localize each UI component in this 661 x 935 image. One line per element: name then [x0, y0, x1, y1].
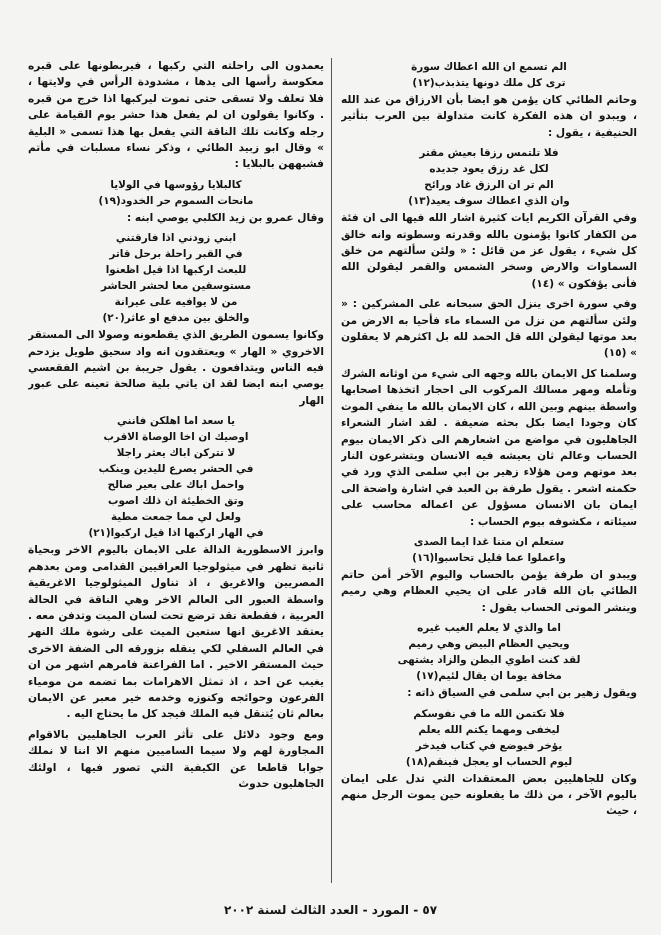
right-column — [341, 58, 637, 888]
poem-verse — [28, 413, 324, 541]
verse-line: فلا تكتمن الله ما في نفوسكم — [413, 707, 565, 720]
poem-verse — [341, 706, 637, 770]
paragraph: وقال عمرو بن زيد الكلبي يوصي ابنه : — [126, 211, 324, 224]
paragraph: يعمدون الى راحلته التي ركبها ، فيربطونها على قبره معكوسة رأسها الى يدها ، مشدودة الرأس في ولايتها ، فلا تعلف ولا تسقى حتى تموت ليركبها اذا خرج من قبره . وكانوا يقولون ان لم يفعل هذا حشر يوم القيامة على رجله وكانت تلك الناقة التي يفعل بها هذا تسمى « البلية » وقال ابو زبيد الطائي ، وذكر نساء مسلبات في مأتم فشبههن بالبلايا : — [28, 60, 324, 171]
verse-line: ولعل لي مما جمعت مطية — [110, 511, 242, 524]
verse-line: ليخفى ومهما يكتم الله يعلم — [418, 723, 560, 736]
verse-line: كالبلايا رؤوسها في الولايا — [110, 178, 242, 191]
poem-verse — [341, 145, 637, 209]
column-divider — [331, 58, 332, 883]
verse-line: الم تر ان الرزق غاد ورائح — [424, 179, 554, 192]
paragraph: وكان للجاهليين بعض المعتقدات التي تدل على ايمان باليوم الآخر ، من ذلك ما يفعلونه حين يموت الرجل منهم ، حيث — [341, 772, 637, 818]
poem-verse — [28, 230, 324, 326]
verse-line: واحمل اباك على بعير صالح — [107, 479, 245, 492]
paragraph: ويبدو ان طرفة يؤمن بالحساب واليوم الآخر أمن حاتم الطائي بان الله قادر على ان يحيي العظام وهي رميم وينشر الموتى الحساب يقول : — [341, 568, 637, 614]
journal-name: المورد — [371, 903, 410, 917]
paragraph: ويقول زهير بن ابي سلمى في السياق ذاته : — [407, 687, 637, 700]
verse-line: لقد كنت اطوي البطن والزاد يشتهى — [397, 654, 581, 667]
paragraph: وكانوا يسمون الطريق الذي يقطعونه وصولا الى المستقر الاخروي « الهار » ويعتقدون انه واد سحيق طويل يزدحم فيه الناس ويتدافعون . يقول جريبة بن اشيم الفقعسي يوصي ابنه ايضا لقد ان ياتي بلية صالحة تعينه على عبور الهار — [28, 329, 324, 407]
poem-verse — [341, 59, 637, 91]
verse-line: يا سعد اما اهلكن فانني — [116, 415, 236, 428]
verse-line: لا تتركن اباك يعثر راجلا — [116, 447, 236, 460]
issue-info: العدد الثالث لسنة ٢٠٠٢ — [223, 903, 359, 917]
verse-line: ويحيي العظام البيض وهي رميم — [408, 638, 570, 651]
poem-verse — [341, 534, 637, 566]
verse-line: لكل غد رزق يعود جديده — [429, 163, 549, 176]
verse-line: اوصيك ان اخا الوصاة الاقرب — [103, 431, 249, 444]
verse-line: الم تسمع ان الله اعطاك سورة — [411, 61, 567, 73]
verse-line: ابني زودني اذا فارقتني — [115, 232, 237, 245]
verse-line: واعملوا عما قليل تحاسبوا(١٦) — [412, 551, 566, 564]
page-footer — [0, 903, 661, 917]
verse-line: مخافة يوما ان يقال لئيم(١٧) — [416, 670, 562, 683]
verse-line: والخلق بين مدفع او عاثر(٢٠) — [102, 312, 250, 325]
paragraph: ومع وجود دلائل على تأثر العرب الجاهليين بالاقوام المجاورة لهم ولا سيما الساميين منهم الا اننا لا نملك جوابا قاطعا عن الكيفية التي تصور فيها ، اولئك الجاهليون حدوث — [28, 728, 324, 790]
verse-line: في الهار اركبها اذا قيل اركبوا(٢١) — [88, 527, 264, 540]
paragraph: وفي سورة اخرى ينزل الحق سبحانه على المشركين : « ولئن سألتهم من نزل من السماء ماء فأحيا به الارض من بعد موتها ليقولن الله قل الحمد لله بل اكثرهم لا يعقلون » (١٥) — [341, 298, 637, 360]
left-column — [28, 58, 324, 888]
verse-line: ترى كل ملك دونها يتذبذب(١٢) — [412, 77, 566, 89]
verse-line: ستعلم ان متنا غدا ايما الصدى — [413, 535, 565, 548]
verse-line: في الحشر يصرع لليدين وينكب — [98, 463, 254, 476]
verse-line: اما والذي لا يعلم الغيب غيره — [417, 622, 561, 635]
page-number: ٥٧ — [422, 903, 438, 917]
footer-separator-2: - — [362, 903, 368, 917]
paragraph: وسلمنا كل الايمان بالله وجهه الى شيء من اوثانه الشرك وتأمله ومهر مسالك المركوب الى احجار اتخذها اصحابها واسطة بينهم وبين الله ، كان الايمان بالله ما ينفي الموت كان وجودا ايضا بكل بحثه ضعيفة . لقد اشار الشعراء الجاهليون في مواضع من اشعارهم الى ذكر الايمان بيوم الحساب وعالم ثان يعيشه فيه الانسان ويتشرعون النار بعد موتهم ومن هؤلاء زهير بن ابي سلمى الذي ورد في حكمته اشعر . يقول طرفة بن العبد في اشارة واضحة الى ايمان بان الانسان مسؤول عن اعماله محاسب على سيئاته ، مكشوفه بيوم الحساب : — [341, 367, 637, 528]
verse-line: فلا تلتمس رزقا بعيش مقتر — [419, 147, 559, 160]
paragraph: وابرز الاسطورية الدالة على الايمان باليوم الاخر وبحياة ثانية تظهر في ميثولوجيا العراقيين القدامى ومن بعدهم المصريين والاغريق ، اذ تناول الميثولوجيا الاغريقية واسطة العبور الى العالم الاخر وهي الناقة في الحالة العربية ، فقطعة نقد ترضع تحت لسان الميت وتدفن معه . يعتقد الاغريق انها ستعين الميت على رشوة ملك النهر في العالم السفلي لكي ينقله بزورقه الى الضفة الاخرى حيث المستقر الاخير . اما الفراعنة فامرهم اشهر من ان يغيب عن احد ، اذ تمثل الاهرامات بما تضمه من مومياء الفرعون وحوائجه وكنوزه وخدمه خير معبر عن الايمان بعالم ثان يُتنقل فيه الملك فيجد كل ما يحتاج اليه . — [28, 544, 324, 721]
verse-line: للبعث اركبها اذا قيل اظعنوا — [105, 264, 247, 277]
verse-line: يؤخر فيوضع في كتاب فيدخر — [415, 739, 563, 752]
verse-line: مستوسقين معا لحشر الحاشر — [100, 280, 252, 293]
footer-separator: - — [413, 903, 419, 917]
verse-line: ليوم الحساب او يعجل فينقم(١٨) — [405, 755, 573, 768]
poem-verse — [28, 177, 324, 209]
verse-line: من لا يوافيه على عيرانة — [114, 296, 238, 309]
paragraph: وحاتم الطائي كان يؤمن هو ايضا بأن الارزاق من عند الله ، ويبدو ان هذه الفكرة كانت متداولة بين العرب بتأثير الحنيفية ، يقول : — [341, 94, 637, 139]
verse-line: مانحات السموم حر الخدود(١٩) — [98, 194, 254, 207]
poem-verse — [341, 620, 637, 684]
verse-line: وان الذي اعطاك سوف يعيد(١٣) — [408, 195, 570, 208]
verse-line: في القبر راحلة برحل قاتر — [109, 248, 243, 261]
verse-line: وتق الخطيئة ان ذلك اصوب — [108, 495, 244, 508]
paragraph: وفي القرآن الكريم ايات كثيرة اشار الله فيها الى ان فئة من الكفار كانوا يؤمنون بالله وقدرته وسطوته وانه خالق كل شيء ، يقول عز من قائل : « ولئن سألتهم من خلق السماوات والارض وسخر الشمس والقمر ليقولن الله فأنى يؤفكون » (١٤) — [341, 212, 637, 290]
